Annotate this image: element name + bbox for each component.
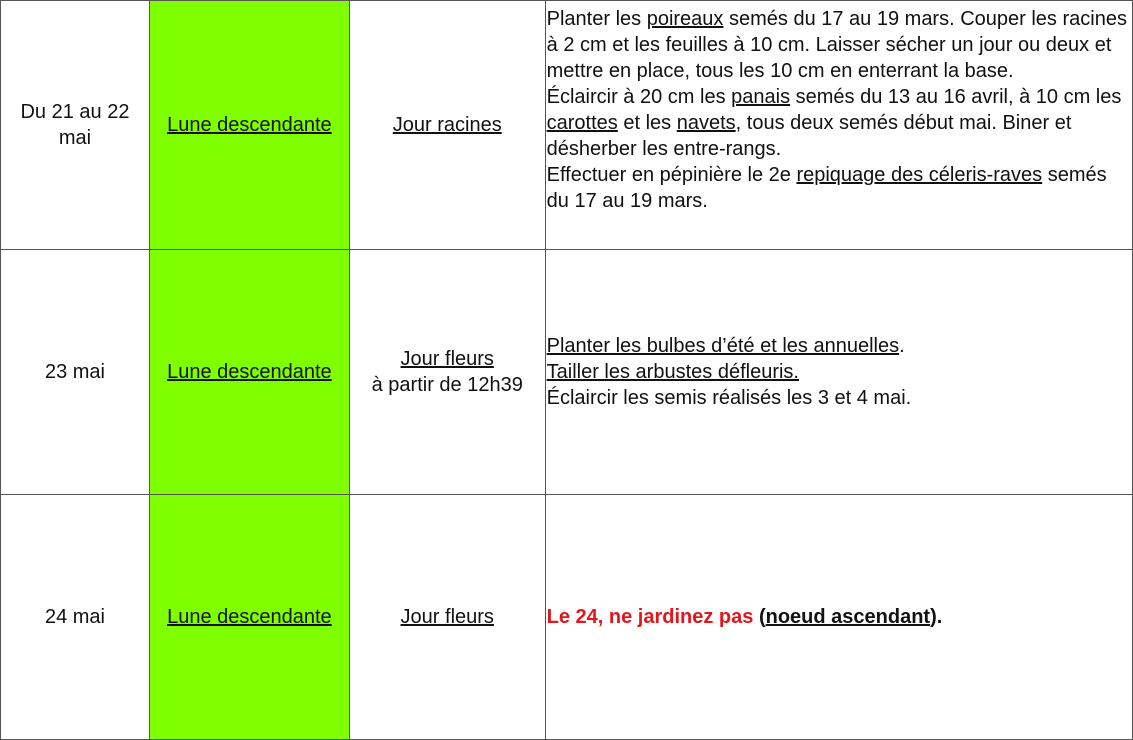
table-row <box>1 1 1133 250</box>
tasks-cell <box>545 1 1132 250</box>
task-text: . <box>899 335 905 357</box>
poireaux-link[interactable]: poireaux <box>646 8 724 30</box>
task-text: et les <box>617 112 677 134</box>
carottes-link[interactable]: carottes <box>546 112 618 134</box>
task-text: Éclaircir les semis réalisés les 3 et 4 mai. <box>546 387 912 409</box>
task-text: Planter les <box>546 8 647 30</box>
navets-link[interactable]: navets <box>676 112 736 134</box>
day-type-link[interactable]: Jour fleurs <box>400 348 494 370</box>
bulbes-link[interactable]: Planter les bulbes d’été et les annuelles <box>546 335 900 357</box>
warning-line <box>547 604 1132 630</box>
task-text: semés du 17 au 19 mars. Couper les racines à 2 cm et les feuilles à 10 cm. Laisser sécher un jour ou deux et mettre en place, tous les 10 cm en enterrant la base. <box>546 8 1127 82</box>
day-type-link[interactable]: Jour racines <box>392 114 502 136</box>
arbustes-link[interactable]: Tailler les arbustes défleuris. <box>546 361 799 383</box>
day-type-cell <box>349 250 545 495</box>
task-text: semés du 13 au 16 avril, à 10 cm les <box>790 86 1122 108</box>
task-text: Éclaircir à 20 cm les <box>546 86 732 108</box>
celeris-raves-link[interactable]: repiquage des céleris-raves <box>796 164 1043 186</box>
task-paragraph <box>547 359 1132 385</box>
task-paragraph <box>547 385 1132 411</box>
task-text: Effectuer en pépinière le 2e <box>546 164 797 186</box>
moon-phase-link[interactable]: Lune descendante <box>167 113 332 136</box>
moon-cell <box>149 1 349 250</box>
date-text: 23 mai <box>44 361 105 383</box>
noeud-ascendant-link[interactable]: noeud ascendant <box>765 606 931 628</box>
task-text: , tous deux semés début mai. Biner et désherber les entre-rangs. <box>546 112 1072 160</box>
task-paragraph <box>547 84 1132 162</box>
date-cell <box>1 250 150 495</box>
day-type-cell <box>349 1 545 250</box>
task-paragraph <box>547 162 1132 214</box>
moon-cell <box>149 495 349 740</box>
panais-link[interactable]: panais <box>731 86 791 108</box>
moon-phase-link[interactable]: Lune descendante <box>167 360 332 383</box>
task-text: semés du 17 au 19 mars. <box>546 164 1107 212</box>
task-paragraph <box>547 6 1132 84</box>
moon-cell <box>149 250 349 495</box>
date-text: Du 21 au 22 mai <box>20 101 130 149</box>
date-cell <box>1 1 150 250</box>
table-row <box>1 495 1133 740</box>
table-row <box>1 250 1133 495</box>
moon-phase-link[interactable]: Lune descendante <box>167 605 332 628</box>
day-type-note: à partir de 12h39 <box>371 374 523 396</box>
day-type-link[interactable]: Jour fleurs <box>400 606 494 628</box>
date-text: 24 mai <box>44 606 105 628</box>
day-type-cell <box>349 495 545 740</box>
warning-paren-open: ( <box>753 606 766 628</box>
tasks-cell <box>545 495 1132 740</box>
warning-paren-close: ). <box>930 606 943 628</box>
date-cell <box>1 495 150 740</box>
tasks-cell <box>545 250 1132 495</box>
warning-text: Le 24, ne jardinez pas <box>546 606 754 628</box>
task-paragraph <box>547 333 1132 359</box>
